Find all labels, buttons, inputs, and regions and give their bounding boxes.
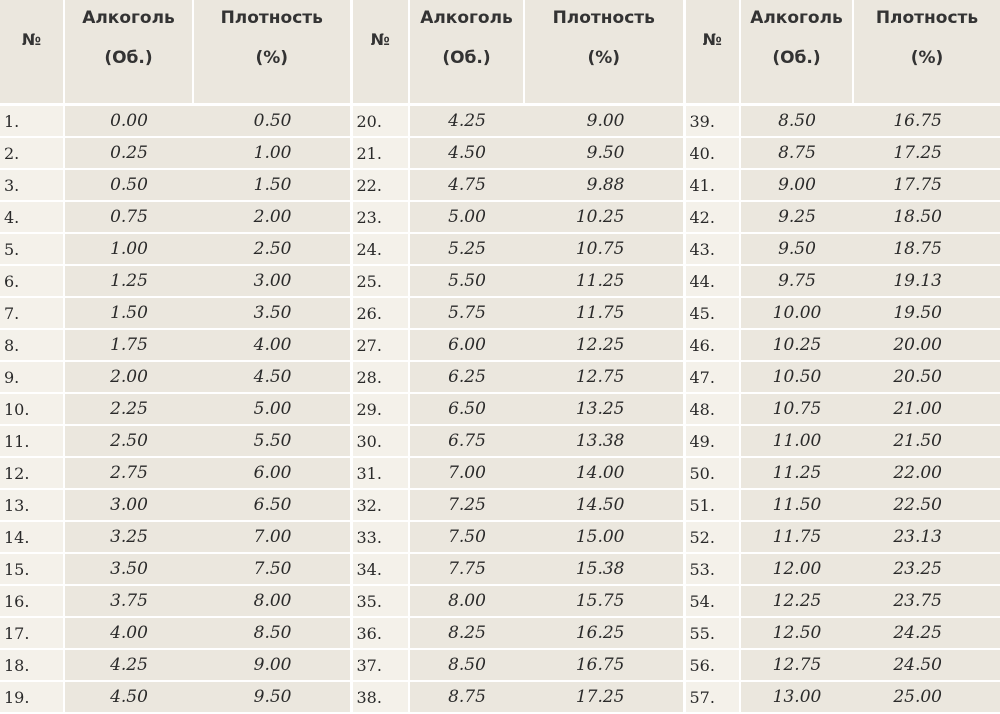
- row-number-cell: 55.: [684, 617, 740, 649]
- alcohol-value-cell: 4.25: [409, 105, 524, 138]
- alcohol-value-cell: 1.75: [64, 329, 193, 361]
- alcohol-value-cell: 2.75: [64, 457, 193, 489]
- table-row: [0, 393, 1000, 425]
- alcohol-value-cell: 4.50: [64, 681, 193, 713]
- row-number-cell: 16.: [0, 585, 64, 617]
- alcohol-value-cell: 4.75: [409, 169, 524, 201]
- density-value-cell: 9.88: [524, 169, 684, 201]
- alcohol-value-cell: 6.25: [409, 361, 524, 393]
- row-number-cell: 33.: [351, 521, 409, 553]
- density-value-cell: 17.25: [524, 681, 684, 713]
- density-value-cell: 5.00: [193, 393, 351, 425]
- row-number-cell: 30.: [351, 425, 409, 457]
- table-row: [0, 297, 1000, 329]
- density-value-cell: 12.75: [524, 361, 684, 393]
- alcohol-value-cell: 11.25: [740, 457, 853, 489]
- table-row: [0, 233, 1000, 265]
- header-density: [524, 0, 684, 105]
- table-row: [0, 425, 1000, 457]
- density-value-cell: 21.50: [853, 425, 1000, 457]
- density-value-cell: 18.50: [853, 201, 1000, 233]
- density-value-cell: 9.00: [524, 105, 684, 138]
- density-value-cell: 11.75: [524, 297, 684, 329]
- row-number-cell: 31.: [351, 457, 409, 489]
- density-value-cell: 10.25: [524, 201, 684, 233]
- header-alcohol-label: Алкоголь: [420, 8, 513, 28]
- row-number-cell: 29.: [351, 393, 409, 425]
- table-row: [0, 585, 1000, 617]
- header-alcohol: [740, 0, 853, 105]
- density-value-cell: 1.00: [193, 137, 351, 169]
- density-value-cell: 15.00: [524, 521, 684, 553]
- density-value-cell: 7.50: [193, 553, 351, 585]
- table-row: [0, 457, 1000, 489]
- density-value-cell: 6.00: [193, 457, 351, 489]
- density-value-cell: 22.00: [853, 457, 1000, 489]
- density-value-cell: 15.75: [524, 585, 684, 617]
- row-number-cell: 48.: [684, 393, 740, 425]
- alcohol-value-cell: 10.00: [740, 297, 853, 329]
- alcohol-value-cell: 8.50: [409, 649, 524, 681]
- density-value-cell: 6.50: [193, 489, 351, 521]
- header-alcohol-label: Алкоголь: [82, 8, 175, 28]
- density-value-cell: 14.50: [524, 489, 684, 521]
- table-row: [0, 361, 1000, 393]
- alcohol-value-cell: 7.75: [409, 553, 524, 585]
- alcohol-value-cell: 12.00: [740, 553, 853, 585]
- density-value-cell: 10.75: [524, 233, 684, 265]
- alcohol-value-cell: 0.75: [64, 201, 193, 233]
- density-value-cell: 3.00: [193, 265, 351, 297]
- row-number-cell: 37.: [351, 649, 409, 681]
- alcohol-value-cell: 2.25: [64, 393, 193, 425]
- table-row: [0, 201, 1000, 233]
- alcohol-value-cell: 2.50: [64, 425, 193, 457]
- alcohol-value-cell: 1.25: [64, 265, 193, 297]
- header-number-label: №: [370, 30, 390, 49]
- row-number-cell: 51.: [684, 489, 740, 521]
- row-number-cell: 43.: [684, 233, 740, 265]
- density-value-cell: 5.50: [193, 425, 351, 457]
- density-value-cell: 11.25: [524, 265, 684, 297]
- density-value-cell: 2.50: [193, 233, 351, 265]
- density-value-cell: 25.00: [853, 681, 1000, 713]
- alcohol-value-cell: 8.75: [409, 681, 524, 713]
- header-density-unit: (%): [910, 48, 944, 68]
- header-number: [0, 0, 64, 105]
- density-value-cell: 13.38: [524, 425, 684, 457]
- alcohol-value-cell: 6.00: [409, 329, 524, 361]
- density-value-cell: 4.50: [193, 361, 351, 393]
- row-number-cell: 17.: [0, 617, 64, 649]
- row-number-cell: 57.: [684, 681, 740, 713]
- density-value-cell: 16.25: [524, 617, 684, 649]
- header-number-label: №: [702, 30, 722, 49]
- row-number-cell: 1.: [0, 105, 64, 138]
- row-number-cell: 22.: [351, 169, 409, 201]
- density-value-cell: 23.75: [853, 585, 1000, 617]
- density-value-cell: 20.00: [853, 329, 1000, 361]
- table-row: [0, 329, 1000, 361]
- density-value-cell: 24.50: [853, 649, 1000, 681]
- alcohol-value-cell: 8.50: [740, 105, 853, 138]
- row-number-cell: 18.: [0, 649, 64, 681]
- density-value-cell: 18.75: [853, 233, 1000, 265]
- density-value-cell: 12.25: [524, 329, 684, 361]
- alcohol-value-cell: 3.25: [64, 521, 193, 553]
- row-number-cell: 9.: [0, 361, 64, 393]
- row-number-cell: 19.: [0, 681, 64, 713]
- alcohol-value-cell: 6.75: [409, 425, 524, 457]
- alcohol-value-cell: 5.50: [409, 265, 524, 297]
- alcohol-value-cell: 8.00: [409, 585, 524, 617]
- header-row: [0, 0, 1000, 105]
- row-number-cell: 28.: [351, 361, 409, 393]
- row-number-cell: 56.: [684, 649, 740, 681]
- header-alcohol-unit: (Об.): [104, 48, 153, 68]
- density-value-cell: 14.00: [524, 457, 684, 489]
- row-number-cell: 40.: [684, 137, 740, 169]
- row-number-cell: 15.: [0, 553, 64, 585]
- alcohol-value-cell: 9.75: [740, 265, 853, 297]
- alcohol-value-cell: 7.25: [409, 489, 524, 521]
- table-row: [0, 649, 1000, 681]
- alcohol-value-cell: 5.75: [409, 297, 524, 329]
- density-value-cell: 23.13: [853, 521, 1000, 553]
- alcohol-value-cell: 9.00: [740, 169, 853, 201]
- row-number-cell: 11.: [0, 425, 64, 457]
- header-alcohol: [409, 0, 524, 105]
- row-number-cell: 5.: [0, 233, 64, 265]
- density-value-cell: 8.50: [193, 617, 351, 649]
- row-number-cell: 13.: [0, 489, 64, 521]
- row-number-cell: 21.: [351, 137, 409, 169]
- row-number-cell: 24.: [351, 233, 409, 265]
- alcohol-value-cell: 9.25: [740, 201, 853, 233]
- row-number-cell: 53.: [684, 553, 740, 585]
- alcohol-value-cell: 9.50: [740, 233, 853, 265]
- density-value-cell: 9.00: [193, 649, 351, 681]
- alcohol-value-cell: 0.25: [64, 137, 193, 169]
- row-number-cell: 49.: [684, 425, 740, 457]
- table-row: [0, 681, 1000, 713]
- table-row: [0, 617, 1000, 649]
- row-number-cell: 14.: [0, 521, 64, 553]
- density-value-cell: 23.25: [853, 553, 1000, 585]
- density-value-cell: 9.50: [524, 137, 684, 169]
- header-alcohol-label: Алкоголь: [750, 8, 843, 28]
- row-number-cell: 34.: [351, 553, 409, 585]
- row-number-cell: 7.: [0, 297, 64, 329]
- row-number-cell: 50.: [684, 457, 740, 489]
- alcohol-value-cell: 7.50: [409, 521, 524, 553]
- row-number-cell: 39.: [684, 105, 740, 138]
- alcohol-value-cell: 12.50: [740, 617, 853, 649]
- row-number-cell: 26.: [351, 297, 409, 329]
- alcohol-value-cell: 2.00: [64, 361, 193, 393]
- row-number-cell: 44.: [684, 265, 740, 297]
- alcohol-value-cell: 1.50: [64, 297, 193, 329]
- alcohol-value-cell: 5.00: [409, 201, 524, 233]
- row-number-cell: 36.: [351, 617, 409, 649]
- row-number-cell: 38.: [351, 681, 409, 713]
- alcohol-value-cell: 12.25: [740, 585, 853, 617]
- table-row: [0, 265, 1000, 297]
- header-number: [684, 0, 740, 105]
- header-density-label: Плотность: [220, 8, 323, 28]
- header-alcohol-unit: (Об.): [772, 48, 821, 68]
- alcohol-value-cell: 4.00: [64, 617, 193, 649]
- alcohol-value-cell: 10.25: [740, 329, 853, 361]
- row-number-cell: 8.: [0, 329, 64, 361]
- row-number-cell: 41.: [684, 169, 740, 201]
- density-value-cell: 22.50: [853, 489, 1000, 521]
- density-value-cell: 17.75: [853, 169, 1000, 201]
- alcohol-value-cell: 8.25: [409, 617, 524, 649]
- row-number-cell: 47.: [684, 361, 740, 393]
- density-value-cell: 15.38: [524, 553, 684, 585]
- header-number: [351, 0, 409, 105]
- row-number-cell: 35.: [351, 585, 409, 617]
- alcohol-value-cell: 11.75: [740, 521, 853, 553]
- density-value-cell: 19.50: [853, 297, 1000, 329]
- alcohol-value-cell: 7.00: [409, 457, 524, 489]
- density-value-cell: 17.25: [853, 137, 1000, 169]
- header-density-label: Плотность: [875, 8, 979, 28]
- row-number-cell: 12.: [0, 457, 64, 489]
- header-alcohol: [64, 0, 193, 105]
- row-number-cell: 10.: [0, 393, 64, 425]
- alcohol-value-cell: 8.75: [740, 137, 853, 169]
- row-number-cell: 3.: [0, 169, 64, 201]
- row-number-cell: 6.: [0, 265, 64, 297]
- header-number-label: №: [21, 30, 42, 49]
- alcohol-value-cell: 4.50: [409, 137, 524, 169]
- row-number-cell: 4.: [0, 201, 64, 233]
- row-number-cell: 46.: [684, 329, 740, 361]
- alcohol-value-cell: 3.00: [64, 489, 193, 521]
- table-row: [0, 521, 1000, 553]
- table-body: [0, 105, 1000, 714]
- table-row: [0, 169, 1000, 201]
- alcohol-value-cell: 3.75: [64, 585, 193, 617]
- alcohol-value-cell: 10.75: [740, 393, 853, 425]
- header-density-label: Плотность: [552, 8, 655, 28]
- alcohol-value-cell: 3.50: [64, 553, 193, 585]
- alcohol-value-cell: 13.00: [740, 681, 853, 713]
- table-header: [0, 0, 1000, 105]
- density-value-cell: 19.13: [853, 265, 1000, 297]
- density-value-cell: 13.25: [524, 393, 684, 425]
- table-row: [0, 105, 1000, 138]
- alcohol-value-cell: 10.50: [740, 361, 853, 393]
- row-number-cell: 27.: [351, 329, 409, 361]
- row-number-cell: 54.: [684, 585, 740, 617]
- header-density-unit: (%): [255, 48, 289, 68]
- header-density: [853, 0, 1000, 105]
- table-row: [0, 137, 1000, 169]
- header-density-unit: (%): [587, 48, 621, 68]
- density-value-cell: 4.00: [193, 329, 351, 361]
- row-number-cell: 32.: [351, 489, 409, 521]
- table-row: [0, 489, 1000, 521]
- row-number-cell: 52.: [684, 521, 740, 553]
- row-number-cell: 45.: [684, 297, 740, 329]
- density-value-cell: 8.00: [193, 585, 351, 617]
- density-value-cell: 1.50: [193, 169, 351, 201]
- row-number-cell: 2.: [0, 137, 64, 169]
- density-value-cell: 9.50: [193, 681, 351, 713]
- density-value-cell: 16.75: [853, 105, 1000, 138]
- density-value-cell: 24.25: [853, 617, 1000, 649]
- density-value-cell: 7.00: [193, 521, 351, 553]
- density-value-cell: 20.50: [853, 361, 1000, 393]
- alcohol-value-cell: 5.25: [409, 233, 524, 265]
- density-value-cell: 0.50: [193, 105, 351, 138]
- row-number-cell: 23.: [351, 201, 409, 233]
- row-number-cell: 20.: [351, 105, 409, 138]
- density-value-cell: 21.00: [853, 393, 1000, 425]
- header-alcohol-unit: (Об.): [442, 48, 491, 68]
- density-value-cell: 2.00: [193, 201, 351, 233]
- table-row: [0, 553, 1000, 585]
- row-number-cell: 42.: [684, 201, 740, 233]
- density-value-cell: 3.50: [193, 297, 351, 329]
- alcohol-value-cell: 0.00: [64, 105, 193, 138]
- alcohol-value-cell: 4.25: [64, 649, 193, 681]
- alcohol-value-cell: 12.75: [740, 649, 853, 681]
- row-number-cell: 25.: [351, 265, 409, 297]
- alcohol-value-cell: 6.50: [409, 393, 524, 425]
- alcohol-value-cell: 11.00: [740, 425, 853, 457]
- alcohol-value-cell: 1.00: [64, 233, 193, 265]
- alcohol-value-cell: 0.50: [64, 169, 193, 201]
- header-density: [193, 0, 351, 105]
- alcohol-value-cell: 11.50: [740, 489, 853, 521]
- density-value-cell: 16.75: [524, 649, 684, 681]
